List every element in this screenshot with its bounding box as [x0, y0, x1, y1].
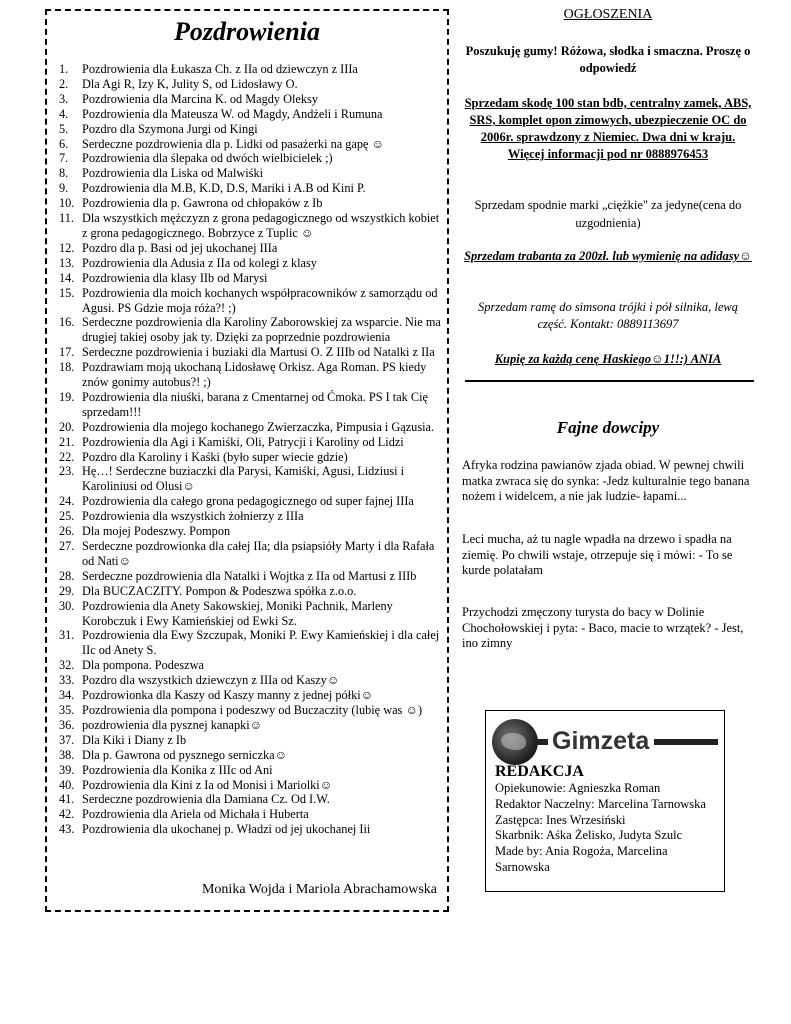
greeting-text: pozdrowienia dla pysznej kanapki☺	[82, 717, 263, 732]
masthead-box	[485, 710, 725, 892]
greeting-number: 34.	[59, 688, 75, 703]
masthead-title: REDAKCJA	[495, 763, 584, 780]
greeting-number: 35.	[59, 702, 75, 717]
greeting-item	[59, 107, 441, 122]
greeting-text: Serdeczne pozdrowienia i buziaki dla Martusi O. Z IIIb od Natalki z IIa	[82, 345, 435, 360]
announcement-skoda: Sprzedam skodę 100 stan bdb, centralny zamek, ABS, SRS, komplet opon zimowych, ubezpieczenie OC do 2006r. sprawdzony z Niemiec. Dwa dni w kraju. Więcej informacji pod nr 0888976453	[464, 96, 752, 161]
greeting-text: Pozdrowienia dla mojego kochanego Zwierzaczka, Pimpusia i Gązusia.	[82, 419, 435, 434]
greeting-item	[59, 569, 441, 584]
greeting-item	[59, 778, 441, 793]
greeting-number: 7.	[59, 151, 69, 166]
greeting-item	[59, 673, 441, 688]
greeting-number: 11.	[59, 211, 74, 226]
greeting-text: Serdeczne pozdrowienia dla p. Lidki od pasażerki na gapę ☺	[82, 136, 385, 151]
greeting-text: Pozdro dla p. Basi od jej ukochanej IIIa	[82, 240, 278, 255]
greeting-number: 23.	[59, 464, 75, 479]
greeting-item	[59, 763, 441, 778]
greeting-item	[59, 390, 441, 420]
greeting-text: Pozdrowienia dla Marcina K. od Magdy Oleksy	[82, 91, 318, 106]
greeting-text: Dla mojej Podeszwy. Pompon	[82, 524, 231, 539]
greeting-text: Pozdrowienia dla moich kochanych współpracowników z samorządu od Agusi. PS Gdzie moja róża?! ;)	[82, 285, 438, 315]
greeting-number: 15.	[59, 285, 75, 300]
greeting-text: Pozdrowienia dla ukochanej p. Władzi od jej ukochanej Iii	[82, 822, 371, 837]
greeting-text: Pozdrowienia dla wszystkich żołnierzy z IIIa	[82, 509, 304, 524]
announcement-husky: Kupię za każdą cenę Haskiego☺1!!:) ANIA	[494, 352, 722, 366]
greetings-list	[59, 62, 441, 837]
greeting-item	[59, 122, 441, 137]
greeting-text: Dla BUCZACZITY. Pompon & Podeszwa spółka z.o.o.	[82, 583, 357, 598]
greeting-text: Hę…! Serdeczne buziaczki dla Parysi, Kamiśki, Agusi, Lidziusi i Karoliniusi od Olusi☺	[82, 464, 405, 494]
greetings-signature: Monika Wojda i Mariola Abrachamowska	[201, 882, 437, 897]
greeting-number: 21.	[59, 434, 75, 449]
greeting-item	[59, 241, 441, 256]
greeting-text: Pozdrowionka dla Kaszy od Kaszy manny z jednej półki☺	[82, 688, 374, 703]
masthead-line: Opiekunowie: Agnieszka Roman	[495, 781, 661, 795]
greeting-item	[59, 345, 441, 360]
greeting-number: 30.	[59, 598, 75, 613]
greeting-number: 24.	[59, 494, 75, 509]
greeting-number: 36.	[59, 717, 75, 732]
joke-item: Przychodzi zmęczony turysta do bacy w Dolinie Chochołowskiej i pyta: - Baco, macie to wrzątek? - Jest, ino zimny	[462, 605, 744, 651]
greeting-text: Pozdrowienia dla M.B, K.D, D.S, Mariki i A.B od Kini P.	[82, 181, 366, 196]
greeting-text: Pozdrowienia dla klasy IIb od Marysi	[82, 270, 268, 285]
greeting-text: Pozdro dla Karoliny i Kaśki (było super wiecie gdzie)	[82, 449, 348, 464]
greeting-text: Pozdrowienia dla Liska od Malwiśki	[82, 166, 264, 181]
greeting-text: Pozdrowienia dla Ariela od Michała i Huberta	[82, 807, 309, 822]
greeting-item	[59, 599, 441, 629]
greeting-text: Pozdrowienia dla Ewy Szczupak, Moniki P. Ewy Kamieńskiej i dla całej IIc od Anety S.	[82, 628, 440, 658]
greeting-text: Pozdrowienia dla ślepaka od dwóch wielbicielek ;)	[82, 151, 333, 166]
greeting-text: Pozdro dla wszystkich dziewczyn z IIIa od Kaszy☺	[82, 673, 340, 688]
greeting-item	[59, 807, 441, 822]
greeting-item	[59, 792, 441, 807]
greeting-number: 10.	[59, 196, 75, 211]
greeting-number: 43.	[59, 822, 75, 837]
greeting-number: 17.	[59, 345, 75, 360]
greeting-number: 25.	[59, 509, 75, 524]
greeting-text: Pozdrowienia dla całego grona pedagogicznego od super fajnej IIIa	[82, 494, 414, 509]
greeting-number: 28.	[59, 568, 75, 583]
greeting-item	[59, 137, 441, 152]
greeting-item	[59, 494, 441, 509]
greeting-number: 6.	[59, 136, 69, 151]
greeting-number: 29.	[59, 583, 75, 598]
greeting-item	[59, 509, 441, 524]
greeting-text: Pozdro dla Szymona Jurgi od Kingi	[82, 121, 258, 136]
masthead-line: Made by: Ania Rogoża, Marcelina Sarnowska	[495, 844, 668, 874]
greeting-item	[59, 286, 441, 316]
greeting-text: Serdeczne pozdrowienia dla Damiana Cz. Od I.W.	[82, 792, 330, 807]
greeting-item	[59, 315, 441, 345]
greetings-title: Pozdrowienia	[174, 17, 320, 46]
greeting-item	[59, 166, 441, 181]
masthead-body	[495, 781, 718, 876]
greeting-text: Pozdrowienia dla p. Gawrona od chłopaków z Ib	[82, 196, 323, 211]
masthead-line: Redaktor Naczelny: Marcelina Tarnowska	[495, 796, 706, 811]
greeting-number: 3.	[59, 91, 69, 106]
greeting-item	[59, 748, 441, 763]
greeting-item	[59, 211, 441, 241]
greeting-number: 22.	[59, 449, 75, 464]
greeting-text: Pozdrowienia dla Adusia z IIa od kolegi z klasy	[82, 255, 317, 270]
greeting-item	[59, 703, 441, 718]
section-divider	[465, 380, 754, 382]
joke-item: Leci mucha, aż tu nagle wpadła na drzewo i spadła na ziemię. Po chwili wstaje, otrzepuje się i mówi: - To se kurde polatałam	[462, 532, 733, 578]
greeting-text: Pozdrowienia dla niuśki, barana z Cmentarnej od Ćmoka. PS I tak Cię sprzedam!!!	[82, 389, 428, 419]
greeting-item	[59, 151, 441, 166]
greeting-text: Pozdrowienia dla Agi i Kamiśki, Oli, Patrycji i Karoliny od Lidzi	[82, 434, 404, 449]
greeting-item	[59, 181, 441, 196]
greeting-number: 20.	[59, 419, 75, 434]
announcement-trousers: Sprzedam spodnie marki „ciężkie" za jedyne(cena do uzgodnienia)	[474, 198, 742, 230]
greeting-item	[59, 62, 441, 77]
greeting-text: Dla pompona. Podeszwa	[82, 658, 204, 673]
greeting-item	[59, 584, 441, 599]
jokes-title: Fajne dowcipy	[556, 418, 660, 437]
greeting-number: 39.	[59, 762, 75, 777]
greeting-item	[59, 822, 441, 837]
greeting-number: 4.	[59, 106, 69, 121]
greeting-item	[59, 77, 441, 92]
greeting-text: Pozdrowienia dla Konika z IIIc od Ani	[82, 762, 273, 777]
greeting-text: Dla Agi R, Izy K, Julity S, od Lidosławy O.	[82, 76, 298, 91]
masthead-line: Zastępca: Ines Wrzesiński	[495, 812, 626, 827]
greeting-text: Dla Kiki i Diany z Ib	[82, 732, 187, 747]
greeting-number: 26.	[59, 524, 75, 539]
greeting-text: Dla wszystkich mężczyzn z grona pedagogicznego od wszystkich kobiet z grona pedagogicznego. Bobrzyce z Tuplic ☺	[82, 211, 440, 240]
greeting-text: Serdeczne pozdrowienia dla Natalki i Wojtka z IIa od Martusi z IIIb	[82, 568, 417, 583]
announcement-simson: Sprzedam ramę do simsona trójki i pół silnika, lewą część. Kontakt: 0889113697	[477, 300, 739, 331]
greeting-item	[59, 464, 441, 494]
greeting-number: 19.	[59, 389, 75, 404]
greeting-text: Pozdrowienia dla Anety Sakowskiej, Moniki Pachnik, Marleny Korobczuk i Ewy Kamieńskiej od Ewki Sz.	[82, 598, 393, 628]
greeting-item	[59, 196, 441, 211]
greeting-number: 16.	[59, 315, 75, 330]
greeting-item	[59, 733, 441, 748]
greeting-text: Pozdrowienia dla Łukasza Ch. z IIa od dziewczyn z IIIa	[82, 62, 358, 76]
masthead-line: Skarbnik: Aśka Żelisko, Judyta Szulc	[495, 828, 683, 843]
greeting-text: Dla p. Gawrona od pysznego serniczka☺	[82, 747, 288, 762]
greetings-box	[45, 9, 449, 912]
greeting-item	[59, 628, 441, 658]
greeting-item	[59, 718, 441, 733]
greeting-text: Pozdrawiam moją ukochaną Lidosławę Orkisz. Aga Roman. PS kiedy znów gonimy autobus?! ;)	[82, 360, 427, 390]
greeting-number: 5.	[59, 121, 69, 136]
greeting-item	[59, 256, 441, 271]
greeting-number: 9.	[59, 181, 69, 196]
gimzeta-logo	[492, 717, 718, 765]
announcement-trabant: Sprzedam trabanta za 200zł. lub wymienię na adidasy☺	[464, 249, 752, 263]
greeting-text: Pozdrowienia dla pompona i podeszwy od Buczaczity (lubię was ☺)	[82, 702, 423, 717]
greeting-number: 13.	[59, 255, 75, 270]
greeting-number: 18.	[59, 360, 75, 375]
logo-text: Gimzeta	[548, 726, 654, 756]
greeting-number: 40.	[59, 777, 75, 792]
greeting-item	[59, 92, 441, 107]
announcements-title: OGŁOSZENIA	[563, 7, 653, 22]
globe-icon	[492, 719, 538, 765]
greeting-number: 1.	[59, 62, 69, 76]
greeting-item	[59, 524, 441, 539]
greeting-number: 41.	[59, 792, 75, 807]
greeting-number: 2.	[59, 76, 69, 91]
greeting-number: 38.	[59, 747, 75, 762]
greeting-item	[59, 539, 441, 569]
greeting-number: 42.	[59, 807, 75, 822]
greeting-number: 37.	[59, 732, 75, 747]
greeting-number: 32.	[59, 658, 75, 673]
greeting-number: 33.	[59, 673, 75, 688]
greeting-text: Pozdrowienia dla Mateusza W. od Magdy, Andżeli i Rumuna	[82, 106, 383, 121]
greeting-item	[59, 420, 441, 435]
greeting-text: Pozdrowienia dla Kini z Ia od Monisi i Mariolki☺	[82, 777, 333, 792]
greeting-number: 12.	[59, 240, 75, 255]
greeting-item	[59, 450, 441, 465]
greeting-text: Serdeczne pozdrowienia dla Karoliny Zaborowskiej za wsparcie. Nie ma drugiej takiej osoby jak ty. Dzięki za poprzednie pozdrowienia	[82, 315, 441, 345]
greeting-text: Serdeczne pozdrowionka dla całej IIa; dla psiapsióły Marty i dla Rafała od Nati☺	[82, 539, 435, 568]
greeting-number: 14.	[59, 270, 75, 285]
greeting-item	[59, 435, 441, 450]
joke-item: Afryka rodzina pawianów zjada obiad. W pewnej chwili matka zwraca się do synka: -Jedz kulturalnie tego banana nożem i widelcem, a nie jak ludzie- łapami...	[462, 458, 750, 504]
greeting-item	[59, 360, 441, 390]
greeting-number: 27.	[59, 539, 75, 553]
greeting-item	[59, 271, 441, 286]
greeting-item	[59, 658, 441, 673]
greeting-item	[59, 688, 441, 703]
greeting-number: 8.	[59, 166, 69, 181]
greeting-number: 31.	[59, 628, 75, 643]
announcement-gum: Poszukuję gumy! Różowa, słodka i smaczna. Proszę o odpowiedź	[465, 44, 751, 75]
